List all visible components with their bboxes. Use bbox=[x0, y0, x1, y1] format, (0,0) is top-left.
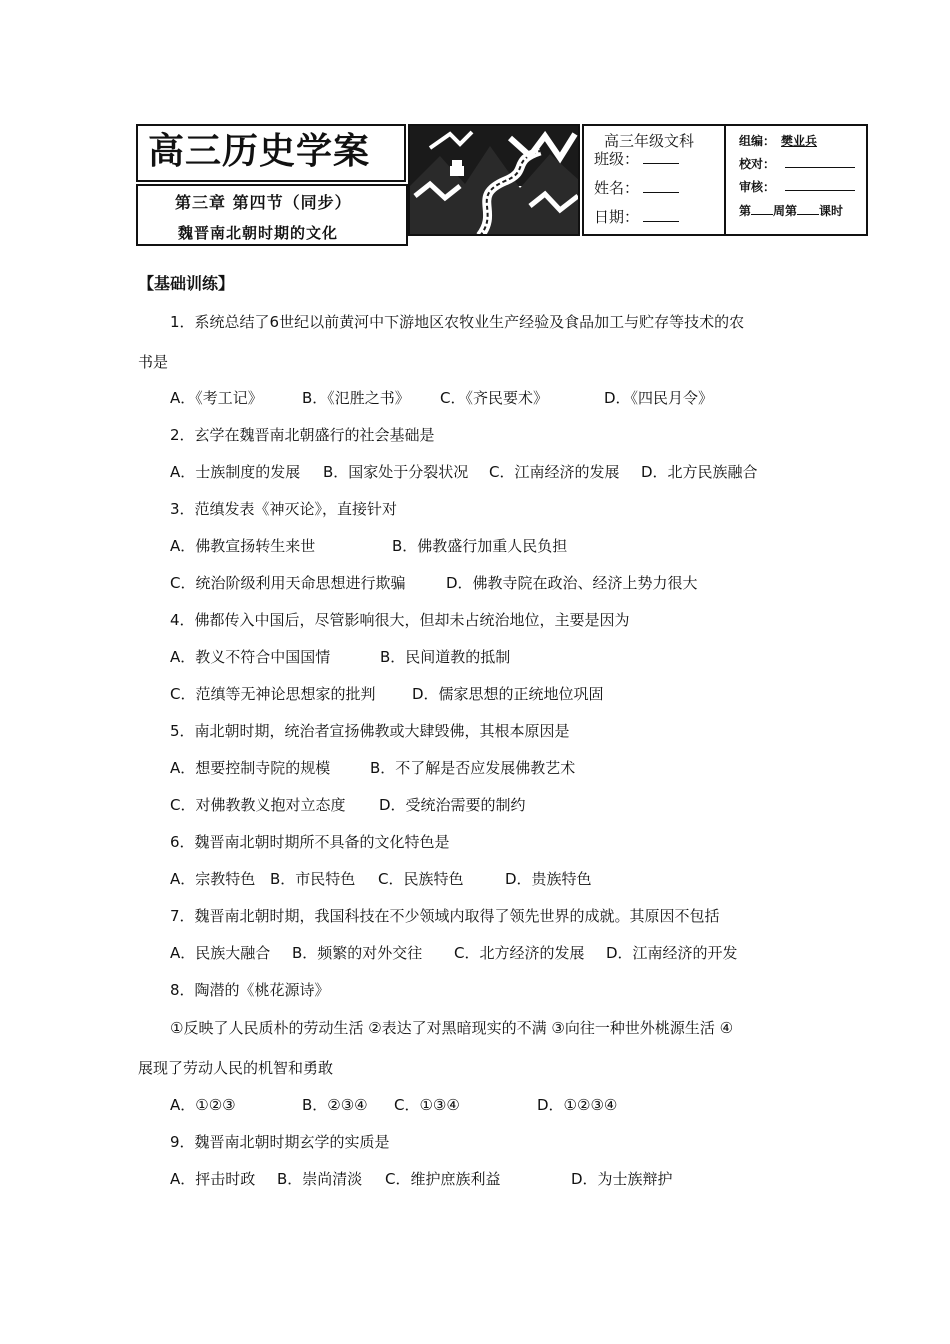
proof-line[interactable] bbox=[739, 155, 855, 172]
proof-label: 校对： bbox=[739, 157, 776, 171]
question-8-stem: 8．陶潜的《桃花源诗》 bbox=[170, 981, 330, 999]
option-c[interactable]: C．对佛教教义抱对立态度 bbox=[170, 796, 346, 814]
question-9-options bbox=[170, 1169, 673, 1189]
option-a[interactable]: A．民族大融合 bbox=[170, 944, 271, 962]
proof-blank[interactable] bbox=[785, 157, 855, 168]
option-c[interactable]: C．民族特色 bbox=[378, 870, 464, 888]
option-d[interactable]: D．江南经济的开发 bbox=[606, 944, 738, 962]
week-prefix: 第 bbox=[739, 204, 752, 218]
question-5-options-row2 bbox=[170, 795, 526, 815]
question-7-stem: 7．魏晋南北朝时期，我国科技在不少领域内取得了领先世界的成就。其原因不包括 bbox=[170, 907, 720, 925]
class-blank[interactable] bbox=[643, 151, 679, 164]
option-b[interactable]: B．频繁的对外交往 bbox=[292, 944, 423, 962]
option-a[interactable]: A．佛教宣扬转生来世 bbox=[170, 537, 316, 555]
question-2-stem: 2．玄学在魏晋南北朝盛行的社会基础是 bbox=[170, 426, 435, 444]
option-d[interactable]: D．北方民族融合 bbox=[641, 463, 758, 481]
option-a[interactable]: A．教义不符合中国国情 bbox=[170, 648, 331, 666]
option-a[interactable]: A．抨击时政 bbox=[170, 1170, 256, 1188]
option-d[interactable]: D．《四民月令》 bbox=[604, 389, 714, 407]
review-blank[interactable] bbox=[785, 180, 855, 191]
editor-name: 樊业兵 bbox=[781, 134, 818, 148]
question-3-stem: 3．范缜发表《神灭论》，直接针对 bbox=[170, 500, 398, 518]
option-a[interactable]: A．士族制度的发展 bbox=[170, 463, 301, 481]
question-7-options bbox=[170, 943, 738, 963]
option-b[interactable]: B．《氾胜之书》 bbox=[302, 389, 410, 407]
week-suffix: 课时 bbox=[819, 204, 844, 218]
option-b[interactable]: B．②③④ bbox=[302, 1096, 368, 1114]
question-8-stem-cont: ①反映了人民质朴的劳动生活 ②表达了对黑暗现实的不满 ③向往一种世外桃源生活 ④ bbox=[170, 1019, 734, 1037]
question-8-options bbox=[170, 1095, 617, 1115]
name-blank[interactable] bbox=[643, 180, 679, 193]
option-b[interactable]: B．佛教盛行加重人民负担 bbox=[392, 537, 568, 555]
date-label: 日期： bbox=[594, 208, 640, 226]
landscape-artwork-icon bbox=[410, 126, 580, 236]
option-d[interactable]: D．贵族特色 bbox=[505, 870, 592, 888]
question-1-options bbox=[170, 388, 713, 408]
option-a[interactable]: A．想要控制寺院的规模 bbox=[170, 759, 331, 777]
date-blank[interactable] bbox=[643, 209, 679, 222]
class-field[interactable] bbox=[594, 148, 679, 169]
review-label: 审核： bbox=[739, 180, 776, 194]
option-b[interactable]: B．国家处于分裂状况 bbox=[323, 463, 469, 481]
option-d[interactable]: D．为士族辩护 bbox=[571, 1170, 673, 1188]
option-b[interactable]: B．崇尚清淡 bbox=[277, 1170, 363, 1188]
option-c[interactable]: C．①③④ bbox=[394, 1096, 460, 1114]
option-b[interactable]: B．民间道教的抵制 bbox=[380, 648, 511, 666]
week-mid: 周第 bbox=[773, 204, 798, 218]
question-3-options-row2 bbox=[170, 573, 698, 593]
week-blank[interactable] bbox=[751, 204, 773, 215]
class-label: 班级： bbox=[594, 150, 640, 168]
question-6-stem: 6．魏晋南北朝时期所不具备的文化特色是 bbox=[170, 833, 450, 851]
question-3-options-row1 bbox=[170, 536, 567, 556]
option-b[interactable]: B．市民特色 bbox=[270, 870, 356, 888]
option-c[interactable]: C．北方经济的发展 bbox=[454, 944, 585, 962]
question-5-stem: 5．南北朝时期，统治者宣扬佛教或大肆毁佛，其根本原因是 bbox=[170, 722, 570, 740]
question-1-stem-cont: 书是 bbox=[138, 353, 169, 371]
option-d[interactable]: D．佛教寺院在政治、经济上势力很大 bbox=[446, 574, 698, 592]
option-a[interactable]: A．宗教特色 bbox=[170, 870, 256, 888]
question-8-stem-cont2: 展现了劳动人民的机智和勇敢 bbox=[138, 1059, 334, 1077]
option-d[interactable]: D．儒家思想的正统地位巩固 bbox=[412, 685, 604, 703]
option-a[interactable]: A．①②③ bbox=[170, 1096, 236, 1114]
page-title: 高三历史学案 bbox=[148, 131, 371, 172]
name-label: 姓名： bbox=[594, 179, 640, 197]
question-4-stem: 4．佛都传入中国后，尽管影响很大，但却未占统治地位，主要是因为 bbox=[170, 611, 630, 629]
topic-label: 魏晋南北朝时期的文化 bbox=[178, 224, 339, 242]
option-c[interactable]: C．统治阶级利用天命思想进行欺骗 bbox=[170, 574, 406, 592]
question-4-options-row1 bbox=[170, 647, 510, 667]
date-field[interactable] bbox=[594, 206, 679, 227]
question-1-stem: 1．系统总结了6世纪以前黄河中下游地区农牧业生产经验及食品加工与贮存等技术的农 bbox=[170, 313, 745, 331]
editor-line bbox=[739, 132, 817, 149]
question-2-options bbox=[170, 462, 758, 482]
review-line[interactable] bbox=[739, 178, 855, 195]
grade-label: 高三年级文科 bbox=[604, 132, 695, 150]
question-6-options bbox=[170, 869, 592, 889]
option-d[interactable]: D．受统治需要的制约 bbox=[379, 796, 526, 814]
option-c[interactable]: C．《齐民要术》 bbox=[440, 389, 548, 407]
option-a[interactable]: A．《考工记》 bbox=[170, 389, 263, 407]
question-4-options-row2 bbox=[170, 684, 604, 704]
option-d[interactable]: D．①②③④ bbox=[537, 1096, 618, 1114]
question-5-options-row1 bbox=[170, 758, 575, 778]
name-field[interactable] bbox=[594, 177, 679, 198]
option-b[interactable]: B．不了解是否应发展佛教艺术 bbox=[370, 759, 576, 777]
decorative-artwork bbox=[408, 124, 580, 236]
option-c[interactable]: C．江南经济的发展 bbox=[489, 463, 620, 481]
question-9-stem: 9．魏晋南北朝时期玄学的实质是 bbox=[170, 1133, 390, 1151]
section-title: 【基础训练】 bbox=[138, 274, 235, 293]
option-c[interactable]: C．维护庶族利益 bbox=[385, 1170, 501, 1188]
editor-label: 组编： bbox=[739, 134, 776, 148]
week-line[interactable] bbox=[739, 202, 843, 219]
chapter-label: 第三章 第四节（同步） bbox=[175, 193, 352, 212]
option-c[interactable]: C．范缜等无神论思想家的批判 bbox=[170, 685, 376, 703]
lesson-blank[interactable] bbox=[797, 204, 819, 215]
